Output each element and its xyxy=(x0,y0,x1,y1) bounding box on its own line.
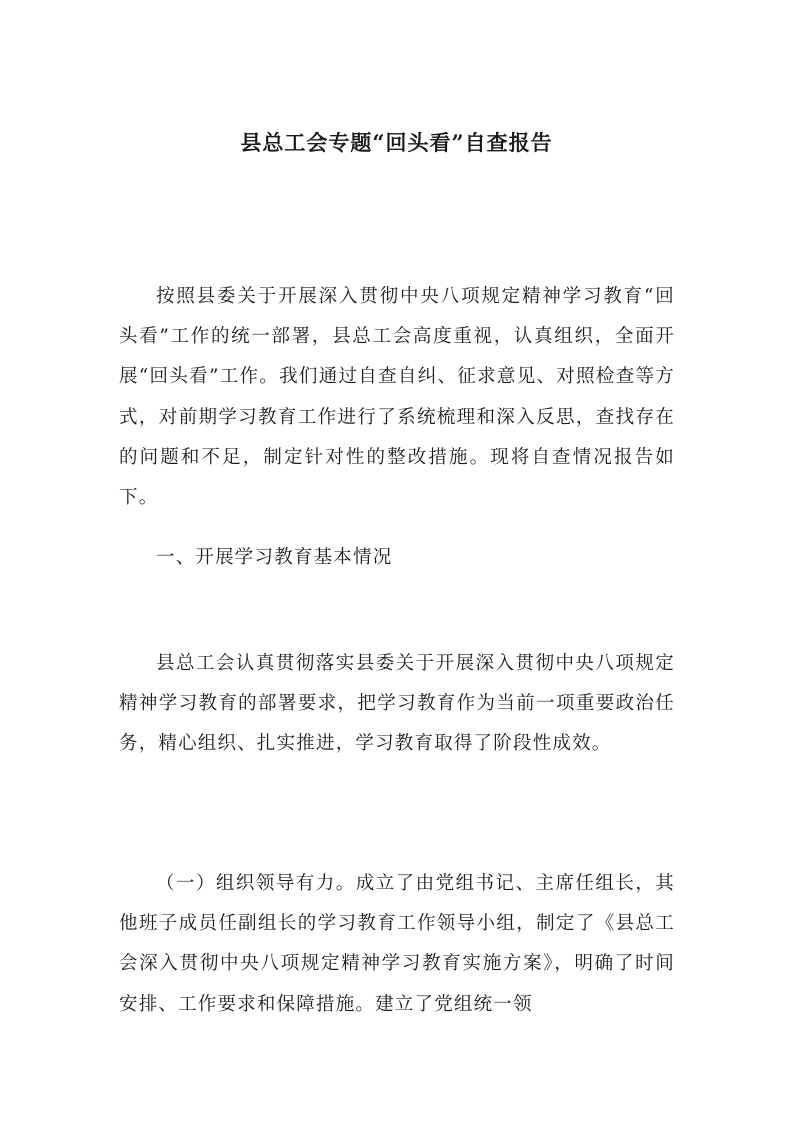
section-heading-basic-situation: 一、开展学习教育基本情况 xyxy=(156,547,393,568)
document-title: 县总工会专题“回头看”自查报告 xyxy=(240,130,553,155)
intro-paragraph: 按照县委关于开展深入贯彻中央八项规定精神学习教育“回头看”工作的统一部署，县总工会高度重视，认真组织，全面开展“回头看”工作。我们通过自查自纠、征求意见、对照检查等方式，对前期学习教育工作进行了系统梳理和深入反思，查找存在的问题和不足，制定针对性的整改措施。现将自查情况报告如下。 xyxy=(119,286,675,509)
organization-leadership-paragraph: （一）组织领导有力。成立了由党组书记、主席任组长，其他班子成员任副组长的学习教育工作领导小组，制定了《县总工会深入贯彻中央八项规定精神学习教育实施方案》，明确了时间安排、工作要求和保障措施。建立了党组统一领 xyxy=(119,873,675,1015)
basic-situation-paragraph: 县总工会认真贯彻落实县委关于开展深入贯彻中央八项规定精神学习教育的部署要求，把学习教育作为当前一项重要政治任务，精心组织、扎实推进，学习教育取得了阶段性成效。 xyxy=(119,653,675,755)
